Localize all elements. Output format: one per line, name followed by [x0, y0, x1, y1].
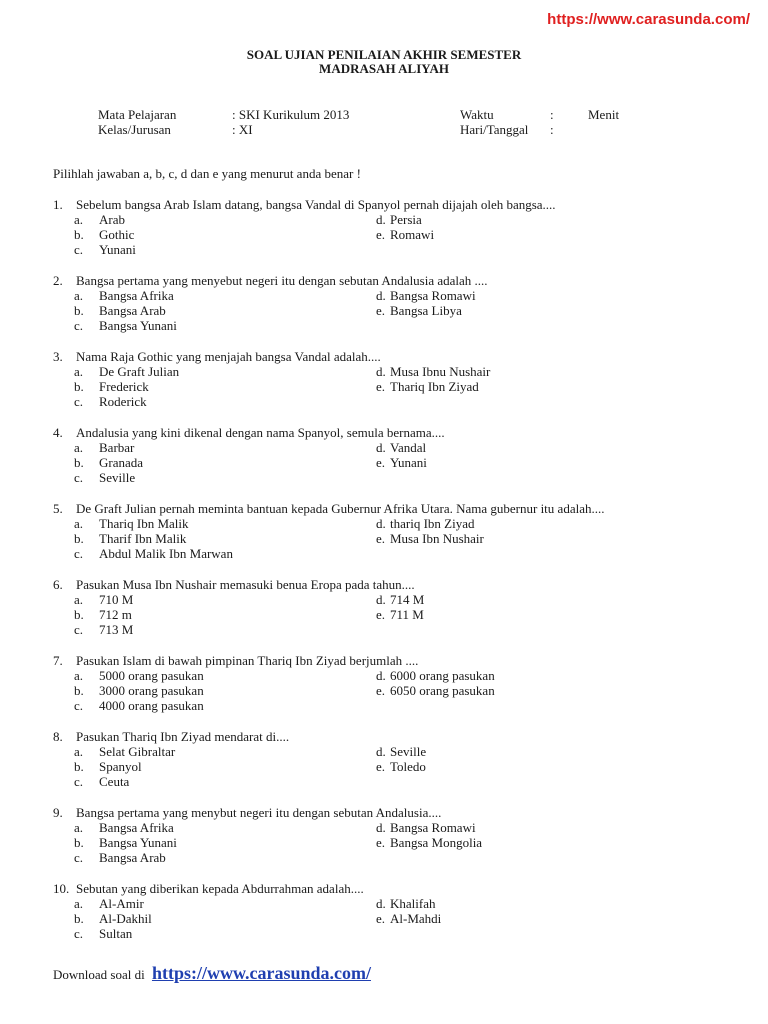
question-item: [53, 805, 753, 865]
question-item: [53, 425, 753, 485]
time-unit: Menit: [588, 107, 620, 122]
question-item: [53, 653, 753, 713]
option-text: Abdul Malik Ibn Marwan: [99, 546, 233, 561]
option-letter: c.: [74, 470, 84, 485]
option-letter: c.: [74, 926, 84, 941]
header-site-link[interactable]: https://www.carasunda.com/: [547, 11, 750, 28]
option-text: Vandal: [390, 440, 427, 455]
option-text: Bangsa Romawi: [390, 820, 476, 835]
option-letter: b.: [74, 227, 84, 242]
option-letter: a.: [74, 896, 84, 911]
option-text: Persia: [390, 212, 422, 227]
footer-text: Download soal di: [53, 967, 145, 982]
option-text: Tharif Ibn Malik: [99, 531, 187, 546]
subject-label: Mata Pelajaran: [98, 107, 177, 122]
option-letter: e.: [376, 227, 386, 242]
option-text: Seville: [99, 470, 136, 485]
document-subtitle: MADRASAH ALIYAH: [319, 61, 449, 76]
option-row: [53, 683, 753, 698]
option-row: [53, 835, 753, 850]
option-letter: e.: [376, 303, 386, 318]
question-number: 4.: [53, 425, 63, 440]
option-row: [53, 288, 753, 303]
option-letter: a.: [74, 592, 84, 607]
option-row: [53, 379, 753, 394]
option-text: 6000 orang pasukan: [390, 668, 495, 683]
option-row: [53, 470, 753, 485]
option-letter: a.: [74, 212, 84, 227]
option-text: Bangsa Yunani: [99, 318, 177, 333]
option-letter: e.: [376, 531, 386, 546]
option-text: Toledo: [390, 759, 426, 774]
option-text: 712 m: [99, 607, 132, 622]
option-row: [53, 516, 753, 531]
question-text: Sebelum bangsa Arab Islam datang, bangsa Vandal di Spanyol pernah dijajah oleh bangsa....: [76, 197, 556, 212]
question-text: Pasukan Musa Ibn Nushair memasuki benua Eropa pada tahun....: [76, 577, 415, 592]
option-letter: a.: [74, 668, 84, 683]
option-row: [53, 531, 753, 546]
option-text: Roderick: [99, 394, 147, 409]
option-row: [53, 926, 753, 941]
option-text: Bangsa Arab: [99, 303, 166, 318]
question-number: 9.: [53, 805, 63, 820]
option-row: [53, 607, 753, 622]
option-row: [53, 911, 753, 926]
option-text: Bangsa Libya: [390, 303, 462, 318]
option-letter: d.: [376, 516, 386, 531]
option-letter: c.: [74, 850, 84, 865]
option-row: [53, 896, 753, 911]
option-text: Bangsa Afrika: [99, 288, 174, 303]
question-item: [53, 273, 753, 333]
option-row: [53, 622, 753, 637]
option-letter: e.: [376, 455, 386, 470]
time-label: Waktu: [460, 107, 494, 122]
option-letter: c.: [74, 546, 84, 561]
option-text: Spanyol: [99, 759, 142, 774]
option-letter: a.: [74, 516, 84, 531]
option-text: 711 M: [390, 607, 424, 622]
document-title: SOAL UJIAN PENILAIAN AKHIR SEMESTER: [246, 47, 522, 62]
option-letter: b.: [74, 379, 84, 394]
option-letter: e.: [376, 379, 386, 394]
option-letter: c.: [74, 774, 84, 789]
question-text: Bangsa pertama yang menyebut negeri itu dengan sebutan Andalusia adalah ....: [76, 273, 488, 288]
date-label: Hari/Tanggal: [460, 122, 529, 137]
question-list: [53, 197, 753, 957]
class-value: : XI: [232, 122, 253, 137]
question-text: Andalusia yang kini dikenal dengan nama Spanyol, semula bernama....: [76, 425, 445, 440]
question-number: 1.: [53, 197, 63, 212]
option-row: [53, 820, 753, 835]
option-letter: d.: [376, 440, 386, 455]
option-text: 3000 orang pasukan: [99, 683, 204, 698]
question-number: 3.: [53, 349, 63, 364]
option-text: Sultan: [99, 926, 133, 941]
option-text: Bangsa Romawi: [390, 288, 476, 303]
option-row: [53, 318, 753, 333]
option-text: 4000 orang pasukan: [99, 698, 204, 713]
option-text: Musa Ibnu Nushair: [390, 364, 491, 379]
question-text: Sebutan yang diberikan kepada Abdurrahman adalah....: [76, 881, 364, 896]
option-letter: b.: [74, 835, 84, 850]
option-row: [53, 242, 753, 257]
option-letter: c.: [74, 318, 84, 333]
option-letter: b.: [74, 683, 84, 698]
option-text: Thariq Ibn Malik: [99, 516, 189, 531]
option-text: Bangsa Afrika: [99, 820, 174, 835]
option-row: [53, 592, 753, 607]
option-letter: d.: [376, 744, 386, 759]
question-item: [53, 197, 753, 257]
question-text: Pasukan Thariq Ibn Ziyad mendarat di....: [76, 729, 290, 744]
option-letter: c.: [74, 394, 84, 409]
option-letter: a.: [74, 440, 84, 455]
option-row: [53, 394, 753, 409]
option-letter: a.: [74, 364, 84, 379]
option-text: Musa Ibn Nushair: [390, 531, 484, 546]
option-row: [53, 850, 753, 865]
option-letter: e.: [376, 607, 386, 622]
option-letter: e.: [376, 911, 386, 926]
option-text: Al-Amir: [99, 896, 144, 911]
question-number: 8.: [53, 729, 63, 744]
option-letter: b.: [74, 455, 84, 470]
option-row: [53, 364, 753, 379]
option-text: 6050 orang pasukan: [390, 683, 495, 698]
option-letter: d.: [376, 212, 386, 227]
option-row: [53, 759, 753, 774]
option-text: Gothic: [99, 227, 135, 242]
instruction-text: Pilihlah jawaban a, b, c, d dan e yang menurut anda benar !: [53, 166, 361, 181]
option-text: Bangsa Arab: [99, 850, 166, 865]
question-text: Nama Raja Gothic yang menjajah bangsa Vandal adalah....: [76, 349, 381, 364]
class-label: Kelas/Jurusan: [98, 122, 171, 137]
option-letter: b.: [74, 911, 84, 926]
question-text: Bangsa pertama yang menybut negeri itu dengan sebutan Andalusia....: [76, 805, 442, 820]
question-item: [53, 501, 753, 561]
option-text: thariq Ibn Ziyad: [390, 516, 475, 531]
option-letter: b.: [74, 759, 84, 774]
option-letter: c.: [74, 698, 84, 713]
option-letter: a.: [74, 288, 84, 303]
option-letter: d.: [376, 364, 386, 379]
footer-site-link[interactable]: https://www.carasunda.com/: [151, 963, 371, 983]
option-text: Selat Gibraltar: [99, 744, 176, 759]
option-row: [53, 212, 753, 227]
question-text: Pasukan Islam di bawah pimpinan Thariq Ibn Ziyad berjumlah ....: [76, 653, 419, 668]
option-letter: d.: [376, 820, 386, 835]
option-row: [53, 668, 753, 683]
question-number: 2.: [53, 273, 63, 288]
question-item: [53, 729, 753, 789]
option-letter: b.: [74, 303, 84, 318]
option-text: Ceuta: [99, 774, 130, 789]
option-text: Al-Dakhil: [99, 911, 152, 926]
option-letter: e.: [376, 835, 386, 850]
option-text: Seville: [390, 744, 427, 759]
question-number: 10.: [53, 881, 70, 896]
option-row: [53, 455, 753, 470]
question-item: [53, 577, 753, 637]
option-text: Granada: [99, 455, 144, 470]
option-text: 5000 orang pasukan: [99, 668, 204, 683]
option-letter: b.: [74, 531, 84, 546]
option-letter: d.: [376, 896, 386, 911]
option-text: 710 M: [99, 592, 134, 607]
option-row: [53, 440, 753, 455]
question-number: 5.: [53, 501, 63, 516]
option-text: 714 M: [390, 592, 425, 607]
time-colon: :: [550, 107, 554, 122]
option-text: Bangsa Mongolia: [390, 835, 483, 850]
option-row: [53, 227, 753, 242]
option-row: [53, 546, 753, 561]
question-number: 7.: [53, 653, 63, 668]
option-letter: a.: [74, 744, 84, 759]
option-text: Arab: [99, 212, 125, 227]
question-item: [53, 881, 753, 941]
option-row: [53, 698, 753, 713]
option-text: Barbar: [99, 440, 135, 455]
date-colon: :: [550, 122, 554, 137]
option-row: [53, 744, 753, 759]
option-text: Romawi: [390, 227, 435, 242]
option-text: Yunani: [99, 242, 136, 257]
option-text: Al-Mahdi: [390, 911, 442, 926]
option-text: Frederick: [99, 379, 149, 394]
option-text: Thariq Ibn Ziyad: [390, 379, 479, 394]
option-row: [53, 303, 753, 318]
option-letter: d.: [376, 592, 386, 607]
subject-value: : SKI Kurikulum 2013: [232, 107, 350, 122]
option-text: 713 M: [99, 622, 134, 637]
question-number: 6.: [53, 577, 63, 592]
option-letter: a.: [74, 820, 84, 835]
option-letter: d.: [376, 288, 386, 303]
option-letter: c.: [74, 622, 84, 637]
option-letter: c.: [74, 242, 84, 257]
question-text: De Graft Julian pernah meminta bantuan kepada Gubernur Afrika Utara. Nama gubernur itu adalah....: [76, 501, 605, 516]
footer: [53, 963, 371, 983]
option-text: De Graft Julian: [99, 364, 180, 379]
option-letter: e.: [376, 683, 386, 698]
option-text: Bangsa Yunani: [99, 835, 177, 850]
option-text: Khalifah: [390, 896, 436, 911]
option-row: [53, 774, 753, 789]
option-letter: e.: [376, 759, 386, 774]
option-letter: d.: [376, 668, 386, 683]
option-letter: b.: [74, 607, 84, 622]
question-item: [53, 349, 753, 409]
option-text: Yunani: [390, 455, 427, 470]
